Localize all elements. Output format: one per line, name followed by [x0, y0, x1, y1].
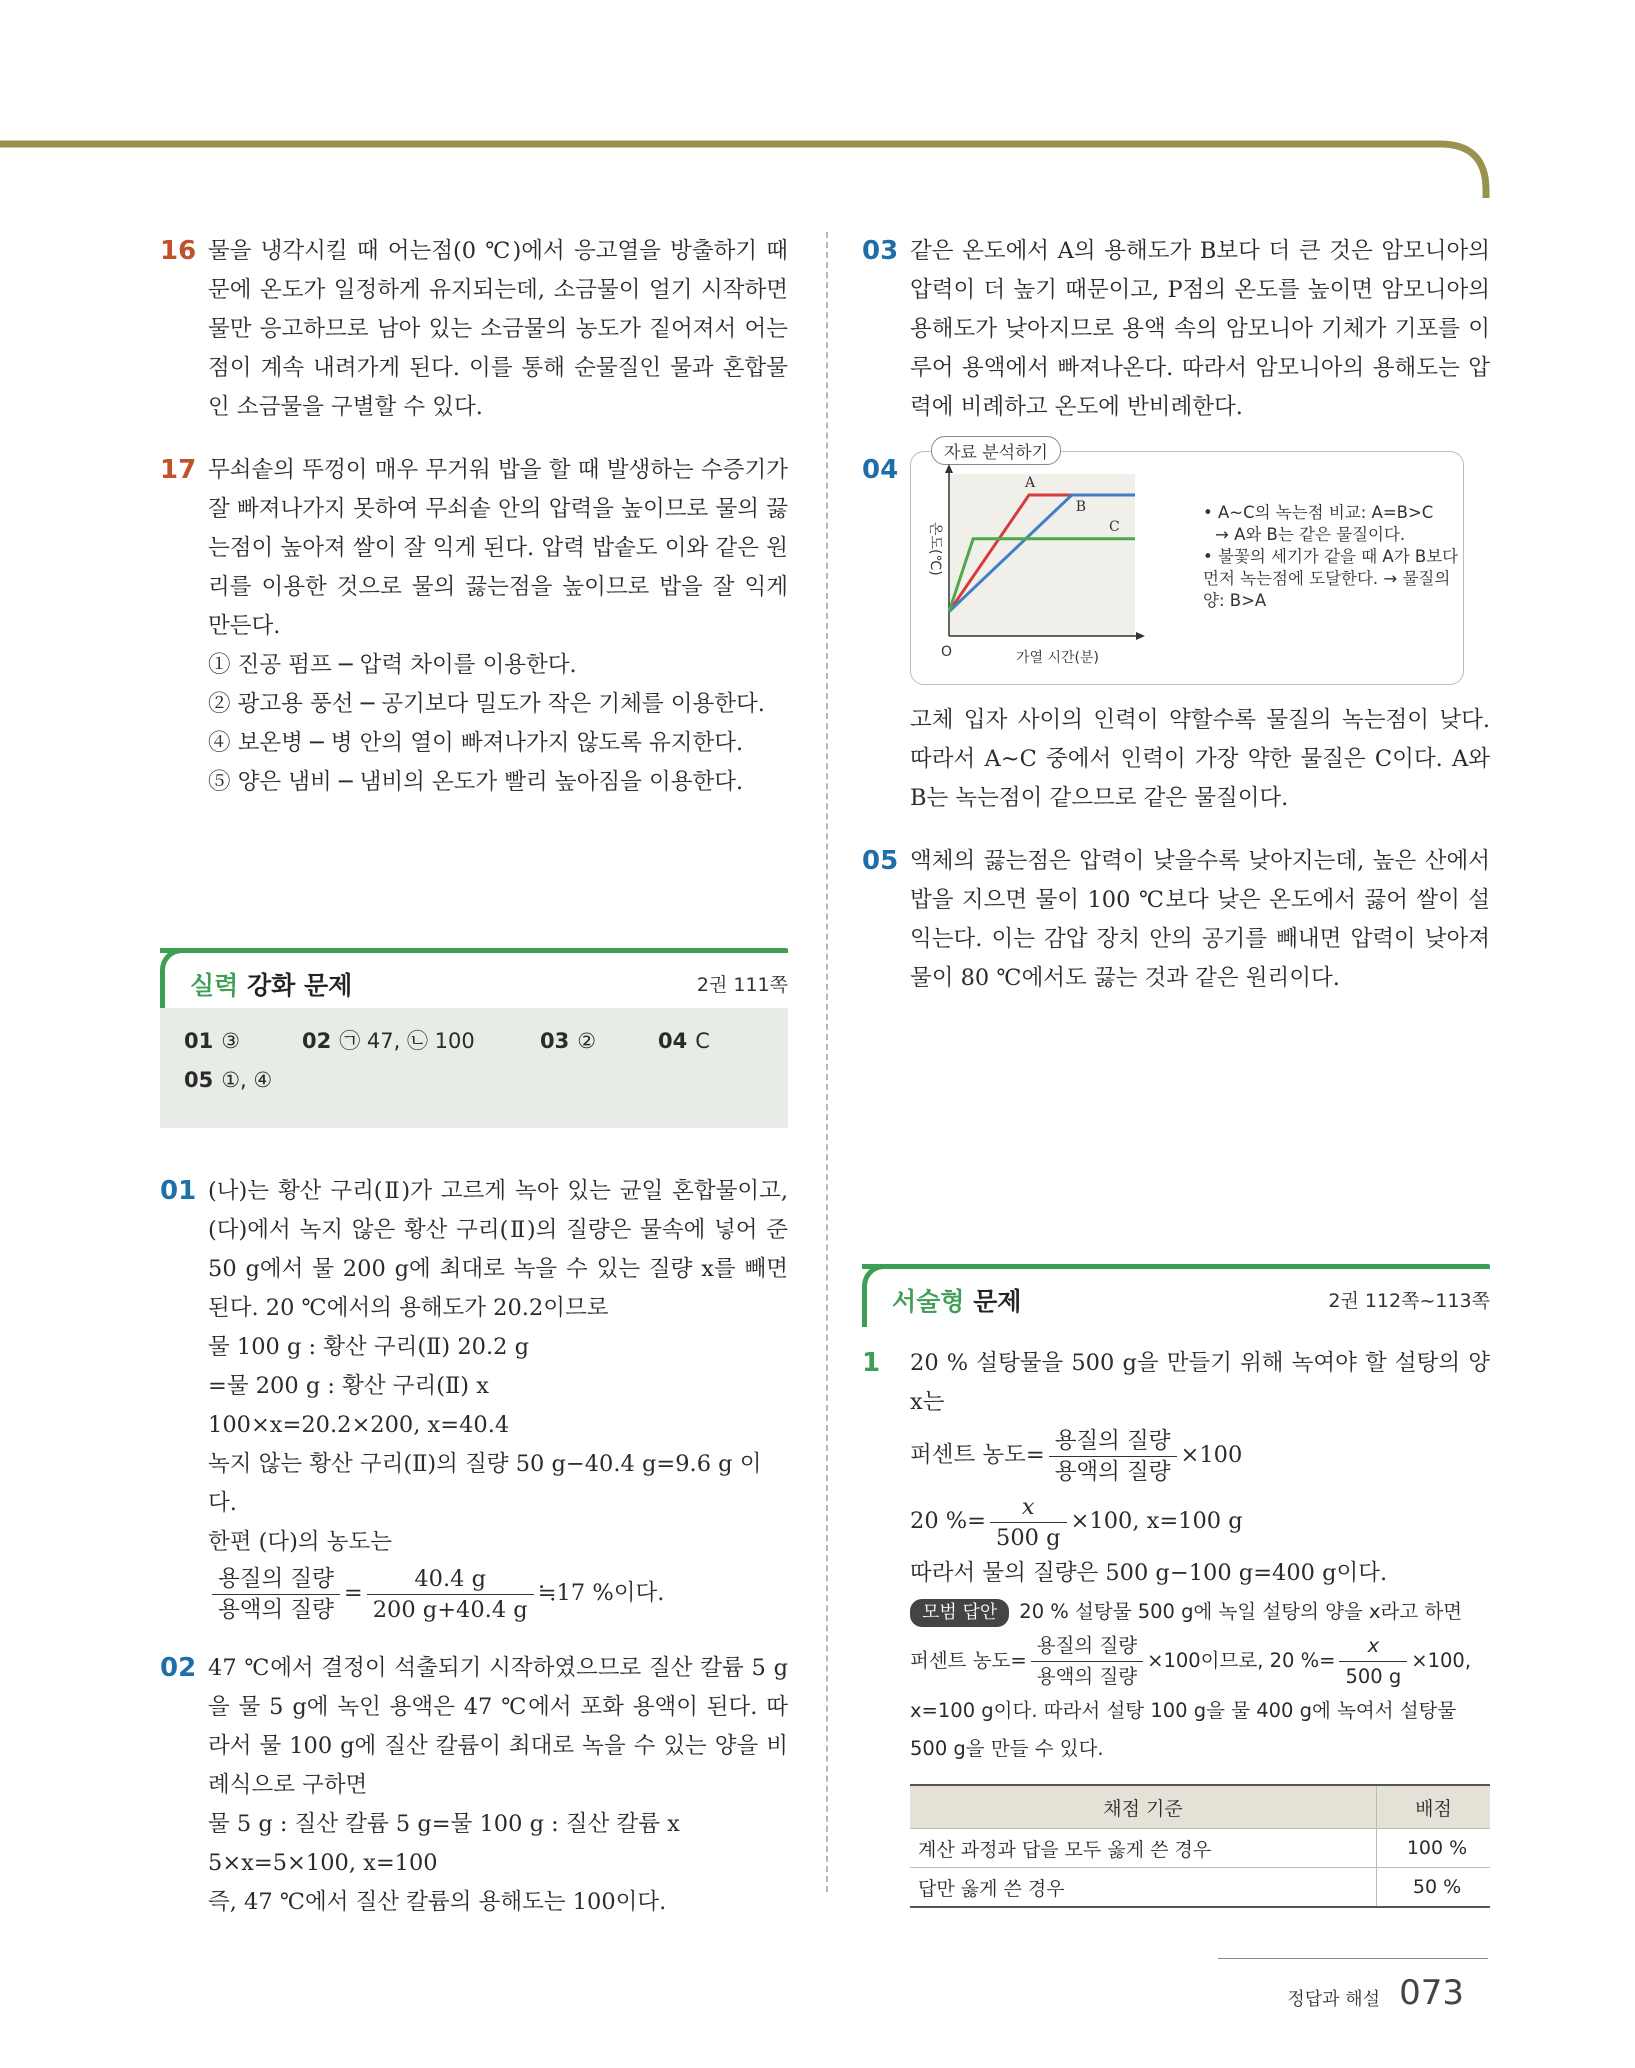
model-conclusion: x=100 g이다. 따라서 설탕 100 g을 물 400 g에 녹여서 설탕물 500 g을 만들 수 있다. — [910, 1699, 1457, 1760]
x-axis-label: 가열 시간(분) — [1016, 650, 1099, 666]
concentration-formula: $\frac{\text{용질의 질량}}{\text{용액의 질량}}$ = $\frac{40.4 g}{200 g+40.4 g}$ ≒17 %이다. — [208, 1562, 788, 1625]
result-line: 따라서 물의 질량은 500 g−100 g=400 g이다. — [910, 1560, 1388, 1586]
note-line: → A와 B는 같은 물질이다. — [1215, 525, 1406, 544]
x-axis-arrow — [1136, 632, 1145, 640]
option-line: ② 광고용 풍선 ─ 공기보다 밀도가 작은 기체를 이용한다. — [208, 691, 765, 717]
note-line: • A~C의 녹는점 비교: A=B>C — [1203, 503, 1434, 522]
model-formula: 퍼센트 농도= $\frac{\text{용질의 질량}}{\text{용액의 질량}}$ ×100이므로, 20 %= $\frac{x}{500 g}$ ×100, — [910, 1631, 1490, 1692]
answer-16 — [160, 232, 788, 427]
section-page-ref: 2권 112쪽~113쪽 — [1328, 1290, 1490, 1312]
item-number: 16 — [160, 236, 197, 266]
explanation-text: 물을 냉각시킬 때 어는점(0 ℃)에서 응고열을 방출하기 때문에 온도가 일정하게 유지되는데, 소금물이 얼기 시작하면 물만 응고하므로 남아 있는 소금물의 농도가 짙어져서 어는점이 계속 내려가게 된다. 이를 통해 순물질인 물과 혼합물인 소금물을 구별할 수 있다. — [208, 238, 788, 420]
page-number: 073 — [1399, 1973, 1464, 2013]
explanation-text: 고체 입자 사이의 인력이 약할수록 물질의 녹는점이 낮다. 따라서 A~C 중에서 인력이 가장 약한 물질은 C이다. A와 B는 녹는점이 같으므로 같은 물질이다. — [910, 707, 1490, 811]
series-label-b: B — [1075, 499, 1087, 516]
percent-formula: 퍼센트 농도= $\frac{\text{용질의 질량}}{\text{용액의 질량}}$ ×100 — [910, 1427, 1243, 1485]
option-line: ④ 보온병 ─ 병 안의 열이 빠져나가지 않도록 유지한다. — [208, 730, 744, 756]
explanation-text: 같은 온도에서 A의 용해도가 B보다 더 큰 것은 암모니아의 압력이 더 높기 때문이고, P점의 온도를 높이면 암모니아의 용해도가 낮아지므로 용액 속의 암모니아 기체가 기포를 이루어 용액에서 빠져나온다. 따라서 암모니아의 용해도는 압력에 비례하고 온도에 반비례한다. — [910, 238, 1490, 420]
answer-key-item: 05 ①, ④ — [184, 1068, 273, 1092]
table-header: 채점 기준 — [910, 1785, 1377, 1829]
explanation-text: (나)는 황산 구리(Ⅱ)가 고르게 녹아 있는 균일 혼합물이고, (다)에서 녹지 않은 황산 구리(Ⅱ)의 질량은 물속에 넣어 준 50 g에서 물 200 g에 최대로 녹을 수 있는 질량 x를 빼면 된다. 20 ℃에서의 용해도가 20.2이므로 — [208, 1178, 788, 1321]
calc-formula: 20 %= $\frac{x}{500 g}$ ×100, x=100 g — [910, 1493, 1243, 1551]
table-row — [910, 1868, 1490, 1908]
section-title: 서술형 문제 — [892, 1287, 1022, 1316]
answer-key-item: 02 ㉠ 47, ㉡ 100 — [302, 1029, 475, 1053]
answer-05 — [862, 842, 1490, 998]
table-cell: 50 % — [1377, 1868, 1491, 1908]
answer-02 — [160, 1649, 788, 1922]
section-header-skill — [160, 948, 788, 1008]
answer-key-item: 03 ② — [540, 1029, 597, 1053]
answer-03 — [862, 232, 1490, 427]
option-line: ① 진공 펌프 ─ 압력 차이를 이용한다. — [208, 652, 577, 678]
top-header-rule — [0, 138, 1635, 198]
page-footer — [1218, 1958, 1488, 2013]
answer-key-item: 01 ③ — [184, 1029, 241, 1053]
series-label-a: A — [1024, 475, 1036, 492]
option-line: ⑤ 양은 냄비 ─ 냄비의 온도가 빨리 높아짐을 이용한다. — [208, 769, 744, 795]
equation-line: 물 5 g : 질산 칼륨 5 g=물 100 g : 질산 칼륨 x — [208, 1810, 680, 1837]
equation-line: 물 100 g : 황산 구리(Ⅱ) 20.2 g — [208, 1334, 530, 1360]
section-title: 실력 강화 문제 — [190, 971, 353, 1000]
essay-answer-1 — [862, 1344, 1490, 1908]
data-analysis-box — [910, 443, 1464, 685]
footer-label: 정답과 해설 — [1287, 1989, 1380, 2010]
origin-label: O — [941, 644, 953, 660]
section-page-ref: 2권 111쪽 — [696, 974, 788, 996]
model-answer-tag: 모범 답안 — [910, 1599, 1009, 1627]
table-cell: 100 % — [1377, 1829, 1491, 1868]
explanation-line: 한편 (다)의 농도는 — [208, 1529, 393, 1555]
item-number: 1 — [862, 1348, 881, 1378]
answer-01 — [160, 1172, 788, 1625]
item-number: 03 — [862, 236, 899, 266]
item-number: 05 — [862, 846, 899, 876]
equation-line: 5×x=5×100, x=100 — [208, 1849, 438, 1876]
table-cell: 계산 과정과 답을 모두 옳게 쓴 경우 — [910, 1829, 1377, 1868]
table-row — [910, 1829, 1490, 1868]
explanation-line: 녹지 않는 황산 구리(Ⅱ)의 질량 50 g−40.4 g=9.6 g 이다. — [208, 1451, 762, 1516]
right-column — [862, 232, 1490, 1932]
scoring-table — [910, 1784, 1490, 1908]
table-cell: 답만 옳게 쓴 경우 — [910, 1868, 1377, 1908]
answer-04 — [862, 443, 1490, 818]
section-header-essay — [862, 1264, 1490, 1324]
plot-background — [949, 474, 1135, 636]
explanation-text: 47 ℃에서 결정이 석출되기 시작하였으므로 질산 칼륨 5 g을 물 5 g에 녹인 용액은 47 ℃에서 포화 용액이 된다. 따라서 물 100 g에 질산 칼륨이 최대로 녹을 수 있는 양을 비례식으로 구하면 — [208, 1654, 788, 1798]
heating-curve-chart — [911, 452, 1201, 684]
item-number: 01 — [160, 1176, 197, 1206]
chart-notes — [1203, 502, 1463, 612]
model-answer: 모범 답안 20 % 설탕물 500 g에 녹일 설탕의 양을 x라고 하면 — [910, 1593, 1490, 1631]
answer-key-item: 04 C — [658, 1029, 710, 1053]
data-analysis-tag: 자료 분석하기 — [931, 436, 1061, 465]
equation-line: =물 200 g : 황산 구리(Ⅱ) x — [208, 1373, 489, 1399]
explanation-text: 액체의 끓는점은 압력이 낮을수록 낮아지는데, 높은 산에서 밥을 지으면 물이 100 ℃보다 낮은 온도에서 끓어 쌀이 설익는다. 이는 감압 장치 안의 공기를 빼내면 압력이 낮아져 물이 80 ℃에서도 끓는 것과 같은 원리이다. — [910, 848, 1490, 991]
y-axis-label: 온도(℃) — [927, 522, 943, 576]
answer-key-box — [160, 1008, 788, 1128]
y-axis-arrow — [945, 464, 953, 473]
question-text: 20 % 설탕물을 500 g을 만들기 위해 녹여야 할 설탕의 양 x는 — [910, 1350, 1490, 1415]
explanation-text: 무쇠솥의 뚜껑이 매우 무거워 밥을 할 때 발생하는 수증기가 잘 빠져나가지 못하여 무쇠솥 안의 압력을 높이므로 물의 끓는점이 높아져 쌀이 잘 익게 된다. 압력 밥솥도 이와 같은 원리를 이용한 것으로 물의 끓는점을 높이므로 밥을 잘 익게 만든다. — [208, 457, 788, 639]
explanation-line: 즉, 47 ℃에서 질산 칼륨의 용해도는 100이다. — [208, 1888, 667, 1915]
column-divider — [826, 232, 828, 1892]
item-number: 02 — [160, 1652, 197, 1683]
left-column — [160, 232, 788, 1946]
answer-17 — [160, 451, 788, 802]
item-number: 17 — [160, 455, 197, 485]
note-line: • 불꽃의 세기가 같을 때 A가 B보다 먼저 녹는점에 도달한다. → 물질의 양: B>A — [1203, 547, 1459, 610]
equation-line: 100×x=20.2×200, x=40.4 — [208, 1412, 510, 1438]
series-label-c: C — [1108, 518, 1120, 535]
table-header: 배점 — [1377, 1785, 1491, 1829]
item-number: 04 — [862, 455, 899, 485]
